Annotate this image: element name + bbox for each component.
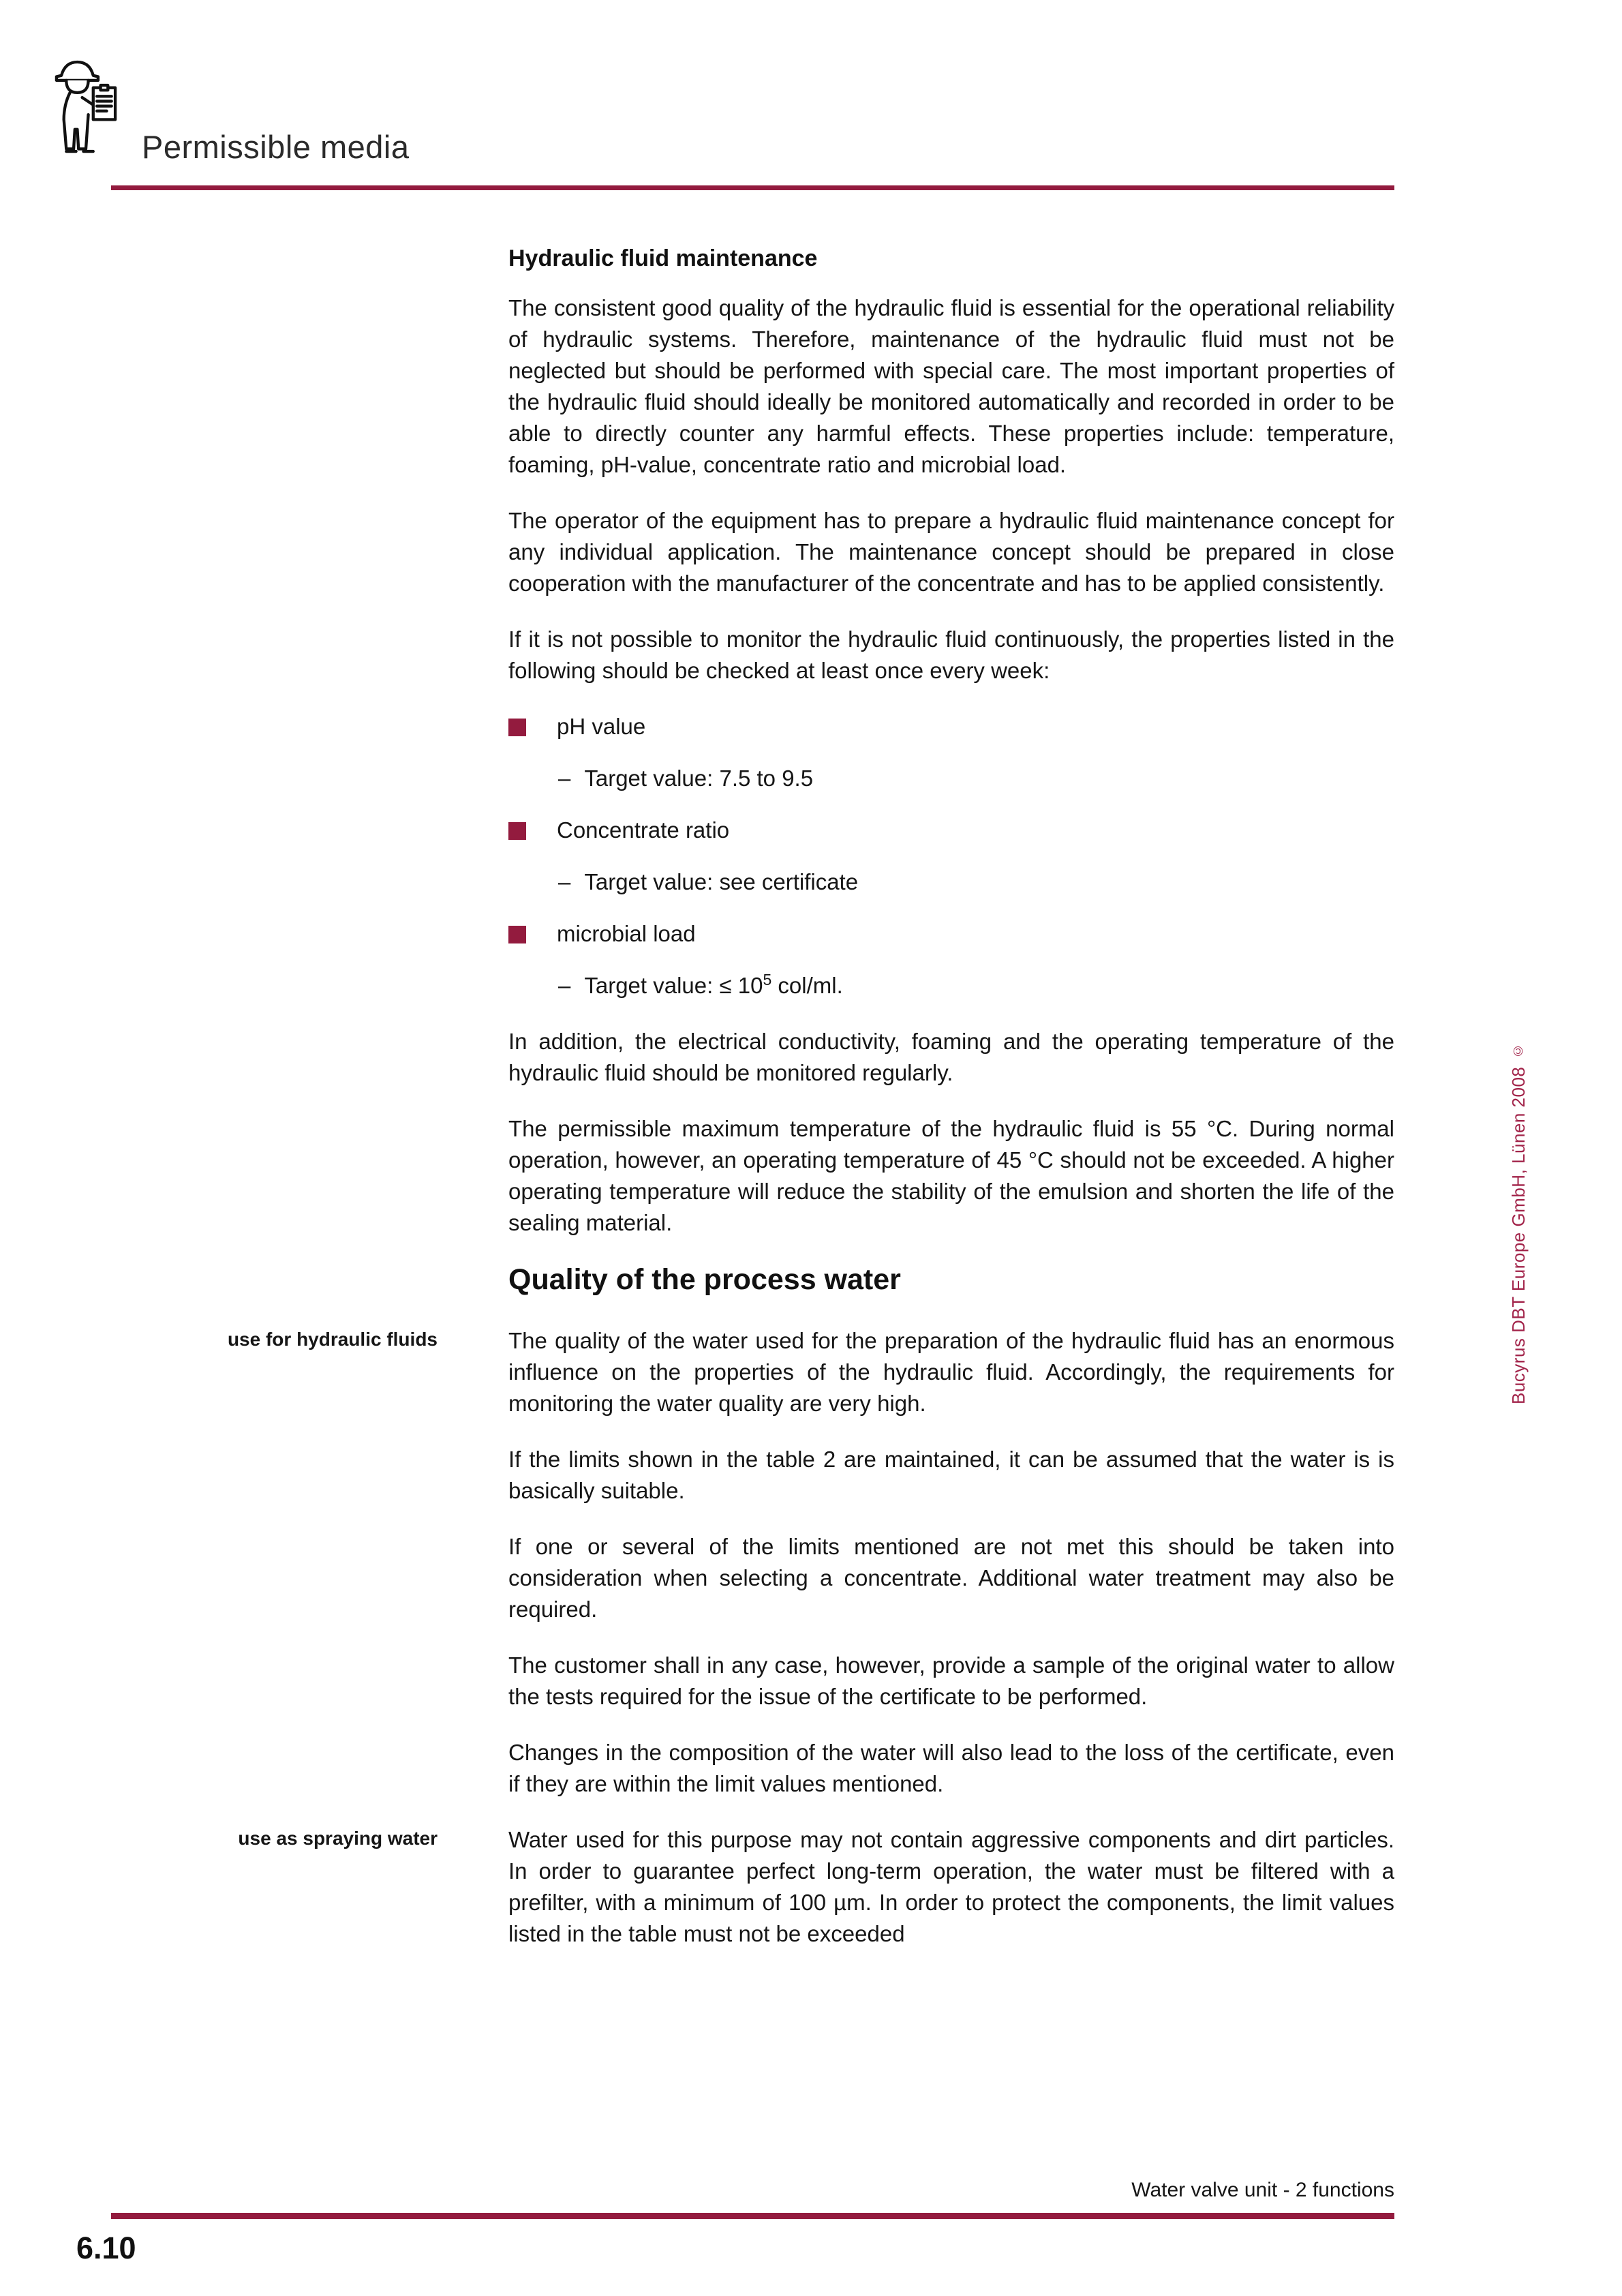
list-item [508, 711, 1394, 742]
side-label-use-for-hydraulic-fluids: use for hydraulic fluids [227, 1329, 438, 1350]
body-paragraph: Water used for this purpose may not contain aggressive components and dirt particles. In order to guarantee perfect long-term operation, the water must be filtered with a prefilter, with a minimum of 100 µm. In order to protect the components, the limit values listed in the table must not be exceeded [508, 1827, 1394, 1946]
body-paragraph: The permissible maximum temperature of the hydraulic fluid is 55 °C. During normal operation, however, an operating temperature of 45 °C should not be exceeded. A higher operating temperature will reduce the stability of the emulsion and shorten the life of the sealing material. [508, 1116, 1394, 1235]
list-item [508, 815, 1394, 846]
superscript: 5 [763, 971, 772, 988]
section-hydraulic-fluid-maintenance [0, 245, 1394, 1325]
header-divider [111, 185, 1394, 190]
target-value: Target value: see certificate [584, 869, 859, 894]
footer-divider [111, 2213, 1394, 2219]
body-paragraph: In addition, the electrical conductivity, foaming and the operating temperature of the hydraulic fluid should be monitored regularly. [508, 1029, 1394, 1085]
body-paragraph: The quality of the water used for the preparation of the hydraulic fluid has an enormous influence on the properties of the hydraulic fluid. Accordingly, the requirements for monitoring the water quality are very high. [508, 1328, 1394, 1416]
target-value: Target value: 7.5 to 9.5 [584, 766, 814, 791]
list-subitem [558, 763, 1394, 794]
list-item [508, 918, 1394, 950]
side-label-use-as-spraying-water: use as spraying water [238, 1828, 438, 1849]
bullet-square-icon [508, 822, 526, 840]
body-paragraph: Changes in the composition of the water will also lead to the loss of the certificate, even if they are within the limit values mentioned. [508, 1740, 1394, 1796]
body-paragraph: The consistent good quality of the hydraulic fluid is essential for the operational reliability of hydraulic systems. Therefore, maintenance of the hydraulic fluid must not be neglected but should be performed with special care. The most important properties of the hydraulic fluid should ideally be monitored automatically and recorded in order to be able to directly counter any harmful effects. These properties include: temperature, foaming, pH-value, concentrate ratio and microbial load. [508, 295, 1394, 477]
target-value: Target value: ≤ $10^5$ col/ml. [584, 971, 843, 998]
margin-column [0, 1325, 438, 1824]
body-column [508, 245, 1394, 1325]
margin-column [0, 245, 438, 1325]
page-title: Permissible media [142, 129, 410, 165]
main-content [0, 245, 1394, 1974]
bullet-square-icon [508, 926, 526, 943]
bullet-square-icon [508, 719, 526, 736]
bullet-label: microbial load [557, 921, 696, 946]
list-subitem [558, 866, 1394, 898]
worker-with-clipboard-icon [46, 56, 125, 164]
bullet-label: pH value [557, 714, 646, 739]
body-paragraph: If one or several of the limits mentioned are not met this should be taken into consideration when selecting a concentrate. Additional water treatment may also be required. [508, 1534, 1394, 1622]
dash-marker: – [558, 766, 571, 791]
section-heading: Quality of the process water [508, 1263, 901, 1296]
body-paragraph: The customer shall in any case, however, provide a sample of the original water to allow the tests required for the issue of the certificate to be performed. [508, 1652, 1394, 1709]
checklist [508, 711, 1394, 1001]
section-heading: Hydraulic fluid maintenance [508, 245, 818, 271]
footer-page-number: 6.10 [76, 2231, 136, 2265]
body-paragraph: If the limits shown in the table 2 are maintained, it can be assumed that the water is is basically suitable. [508, 1447, 1394, 1503]
footer-doc-title: Water valve unit - 2 functions [1131, 2179, 1394, 2201]
content-row [0, 1325, 1394, 1824]
dash-marker: – [558, 973, 571, 998]
dash-marker: – [558, 869, 571, 894]
body-paragraph: If it is not possible to monitor the hydraulic fluid continuously, the properties listed in the following should be checked at least once every week: [508, 626, 1394, 683]
bullet-label: Concentrate ratio [557, 817, 730, 843]
copyright-symbol: © [1511, 1042, 1525, 1057]
body-paragraph: The operator of the equipment has to prepare a hydraulic fluid maintenance concept for any individual application. The maintenance concept should be prepared in close cooperation with the manufacturer of the concentrate and has to be applied consistently. [508, 508, 1394, 596]
content-row [0, 1824, 1394, 1974]
margin-column [0, 1824, 438, 1974]
list-subitem [558, 970, 1394, 1001]
body-column [508, 1325, 1394, 1824]
publisher-vertical-note: Bucyrus DBT Europe GmbH, Lünen 2008 © [1508, 1042, 1529, 1404]
body-column [508, 1824, 1394, 1974]
